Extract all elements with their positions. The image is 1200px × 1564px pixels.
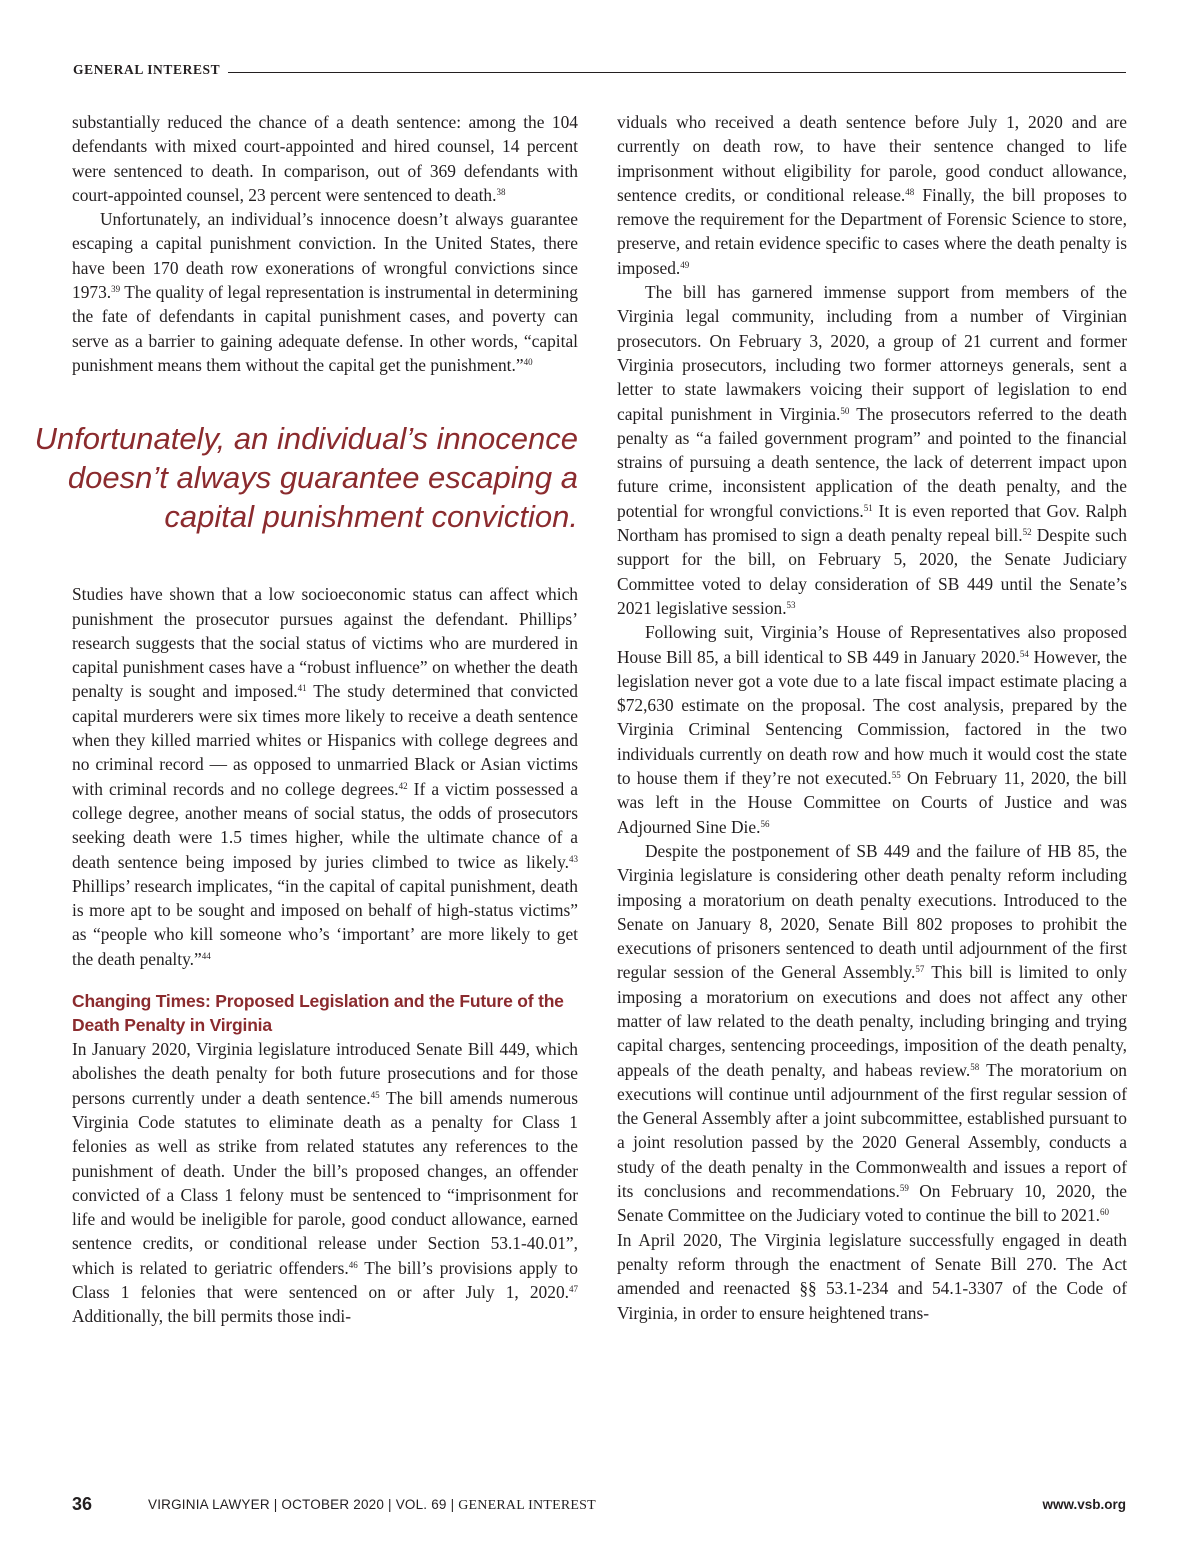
body-paragraph: Despite the postponement of SB 449 and the failure of HB 85, the Virginia legislature is considering other death penalty reform including imposing a moratorium on death penalty executions. Introduced to the Senate on January 8, 2020, Senate Bill 802 proposes to prohibit the executions of prisoners sentenced to death until adjournment of the first regular session of the General Assembly.$^{57}$ This bill is limited to only imposing a moratorium on executions and does not affect any other matter of law related to the death penalty, including bringing and trying capital charges, sentencing proceedings, imposition of the death penalty, appeals of the death penalty, and habeas review.$^{58}$ The moratorium on executions will continue until adjournment of the first regular session of the General Assembly after a joint subcommittee, established pursuant to a joint resolution passed by the 2020 General Assembly, conducts a study of the death penalty in the Commonwealth and issues a report of its conclusions and recommendations.$^{59}$ On February 10, 2020, the Senate Committee on the Judiciary voted to continue the bill to 2021.60 xyxy=(617,840,1127,1226)
left-column xyxy=(34,110,579,1329)
footnote-ref: 56 xyxy=(760,818,770,829)
page-footer xyxy=(72,1494,1126,1518)
section-label: GENERAL INTEREST xyxy=(73,62,221,77)
body-paragraph: In April 2020, The Virginia legislature successfully engaged in death penalty reform through the enactment of Senate Bill 270. The Act amended and reenacted §§ 53.1-234 and 54.1-3307 of the Code of Virginia, in order to ensure heightened trans- xyxy=(617,1229,1127,1323)
publication-info xyxy=(148,1497,596,1514)
body-paragraph: Following suit, Virginia’s House of Representatives also proposed House Bill 85, a bill identical to SB 449 in January 2020.54 However, the legislation never got a vote due to a late fiscal impact estimate placing a $72,630 estimate on the proposal. The cost analysis, prepared by the Virginia Criminal Sentencing Commission, factored in the two individuals currently on death row and how much it would cost the state to house them if they’re not executed.$^{55}$ On February 11, 2020, the bill was left in the House Committee on Courts of Justice and was Adjourned Sine Die.$^{56}$ xyxy=(617,622,1127,837)
footnote-ref: 52 xyxy=(1022,527,1032,538)
footer-section: GENERAL INTEREST xyxy=(458,1498,596,1513)
footnote-ref: 55 xyxy=(891,770,901,781)
body-paragraph: Unfortunately, an individual’s innocence doesn’t always guarantee escaping a capital punishment conviction. In the United States, there have been 170 death row exonerations of wrongful convictions since 1973.39 The quality of legal representation is instrumental in determining the fate of defendants in capital punishment cases, and poverty can serve as a barrier to gaining adequate defense. In other words, “capital punishment means them without the capital get the punishment.”$^{40}$ xyxy=(72,209,578,375)
publication-title: VIRGINIA LAWYER | OCTOBER 2020 | VOL. 69 xyxy=(148,1497,447,1512)
footnote-ref: 60 xyxy=(1099,1207,1109,1218)
footnote-ref: 38 xyxy=(496,186,506,197)
website-link[interactable]: www.vsb.org xyxy=(1042,1497,1126,1512)
footnote-ref: 58 xyxy=(970,1061,980,1072)
footnote-ref: 39 xyxy=(111,284,121,295)
footnote-ref: 42 xyxy=(398,780,408,791)
footnote-ref: 51 xyxy=(863,502,873,513)
footnote-ref: 40 xyxy=(523,356,533,367)
page-number: 36 xyxy=(72,1494,93,1514)
footer-separator: | xyxy=(446,1497,459,1512)
footnote-ref: 57 xyxy=(915,964,925,975)
footnote-ref: 47 xyxy=(569,1283,578,1294)
body-paragraph: In January 2020, Virginia legislature introduced Senate Bill 449, which abolishes the death penalty for both future prosecutions and for those persons currently under a death sentence.$^{45}$ The bill amends numerous Virginia Code statutes to eliminate death as a penalty for Class 1 felonies as well as strike from related statutes any references to the punishment of death. Under the bill’s proposed changes, an offender convicted of a Class 1 felony must be sentenced to “imprisonment for life and would be ineligible for parole, good conduct allowance, earned sentence credits, or conditional release under Section 53.1-40.01”, which is related to geriatric offenders.$^{46}$ The bill’s provisions apply to Class 1 felonies that were sentenced on or after July 1, 2020.47 Additionally, the bill permits those indi- xyxy=(72,1039,579,1327)
footnote-ref: 46 xyxy=(348,1259,358,1270)
pull-quote: Unfortunately, an individual’s innocence doesn’t always guarantee escaping a capital punishment conviction. xyxy=(34,421,578,535)
footnote-ref: 50 xyxy=(840,405,850,416)
body-paragraph: viduals who received a death sentence before July 1, 2020 and are currently on death row, to have their sentence changed to life imprisonment without eligibility for parole, good conduct allowance, sentence credits, or conditional release.$^{48}$ Finally, the bill proposes to remove the requirement for the Department of Forensic Science to store, preserve, and retain evidence specific to cases where the death penalty is imposed.$^{49}$ xyxy=(617,112,1127,278)
footnote-ref: 53 xyxy=(786,599,796,610)
body-paragraph: substantially reduced the chance of a death sentence: among the 104 defendants with mixed court-appointed and hired counsel, 14 percent were sentenced to death. In comparison, out of 369 defendants with court-appointed counsel, 23 percent were sentenced to death.$^{38}$ xyxy=(72,112,578,205)
header-rule xyxy=(228,72,1126,73)
footnote-ref: 49 xyxy=(680,259,690,270)
footnote-ref: 41 xyxy=(297,683,307,694)
section-heading: Changing Times: Proposed Legislation and the Future of the Death Penalty in Virginia xyxy=(72,991,564,1036)
footnote-ref: 44 xyxy=(201,950,211,961)
body-paragraph: Studies have shown that a low socioeconomic status can affect which punishment the prosecutor pursues against the defendant. Phillips’ research suggests that the social status of victims who are murdered in capital punishment cases have a “robust influence” on whether the death penalty is sought and imposed.$^{41}$ The study determined that convicted capital murderers were six times more likely to receive a death sentence when they killed married whites or Hispanics with college degrees and no criminal record — as opposed to unmarried Black or Asian victims with criminal records and no college degrees.$^{42}$ If a victim possessed a college degree, another means of social status, the odds of prosecutors seeking death were 1.5 times higher, while the ultimate chance of a death sentence being imposed by juries climbed to twice as likely.$^{43}$ Phillips’ research implicates, “in the capital of capital punishment, death is more apt to be sought and imposed on behalf of high-status victims” as “people who kill someone who’s ‘important’ are more likely to get the death penalty.”$^{44}$ xyxy=(72,584,578,969)
footnote-ref: 59 xyxy=(899,1183,909,1194)
footnote-ref: 54 xyxy=(1019,648,1029,659)
footnote-ref: 48 xyxy=(905,186,915,197)
body-paragraph: The bill has garnered immense support from members of the Virginia legal community, including from a number of Virginian prosecutors. On February 3, 2020, a group of 21 current and former Virginia prosecutors, including two former attorneys generals, sent a letter to state lawmakers voicing their support of legislation to end capital punishment in Virginia.$^{50}$ The prosecutors referred to the death penalty as “a failed government program” and pointed to the financial strains of pursuing a death sentence, the lack of deterrent impact upon future crime, inconsistent application of the death penalty, and the potential for wrongful convictions.$^{51}$ It is even reported that Gov. Ralph Northam has promised to sign a death penalty repeal bill.$^{52}$ Despite such support for the bill, on February 5, 2020, the Senate Judiciary Committee voted to delay consideration of SB 449 until the Senate’s 2021 legislative session.$^{53}$ xyxy=(617,282,1127,618)
footnote-ref: 45 xyxy=(370,1089,380,1100)
right-column xyxy=(617,110,1127,1325)
footnote-ref: 43 xyxy=(569,853,578,864)
